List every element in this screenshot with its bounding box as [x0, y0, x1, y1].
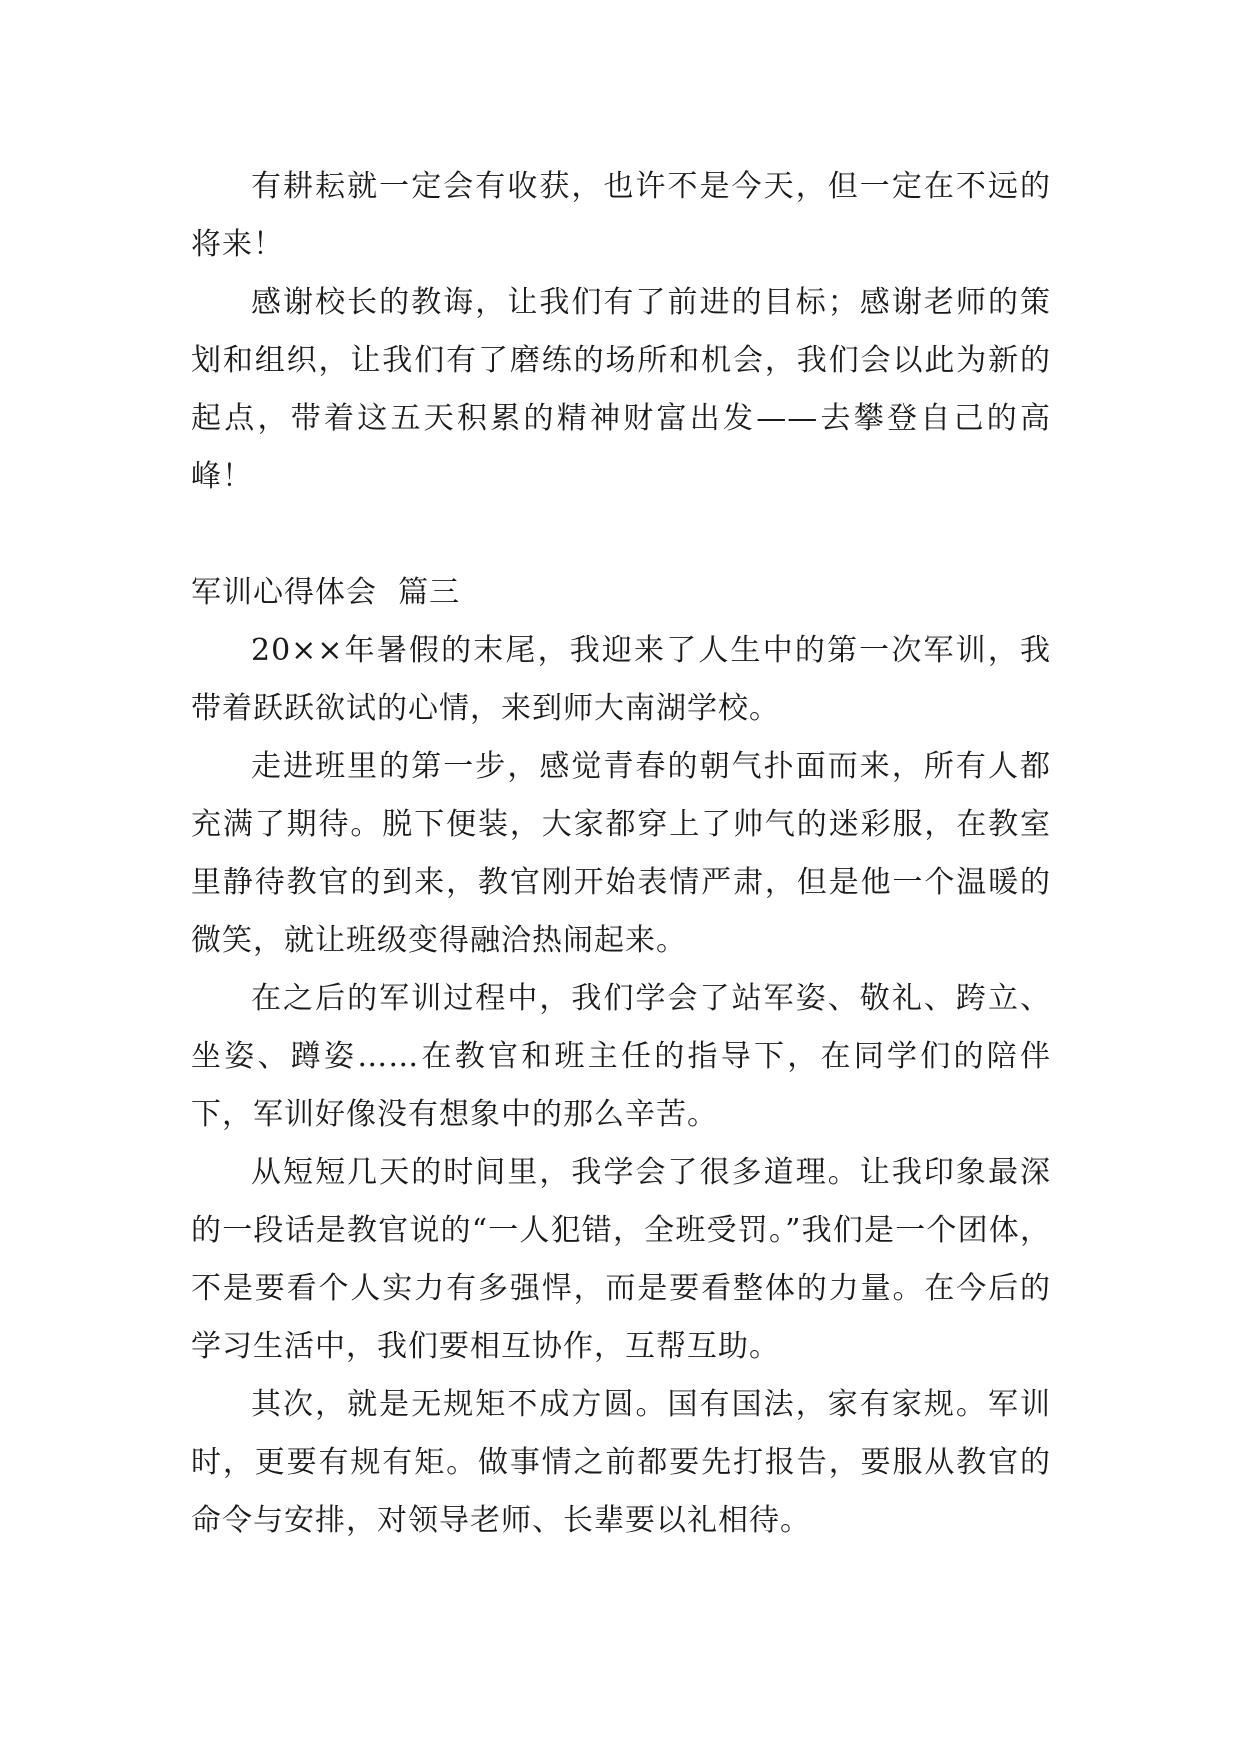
paragraph: 在之后的军训过程中，我们学会了站军姿、敬礼、跨立、坐姿、蹲姿……在教官和班主任的指导下，在同学们的陪伴下，军训好像没有想象中的那么辛苦。 [191, 981, 1051, 1132]
paragraph: 感谢校长的教诲，让我们有了前进的目标；感谢老师的策划和组织，让我们有了磨练的场所和机会，我们会以此为新的起点，带着这五天积累的精神财富出发——去攀登自己的高峰！ [191, 285, 1051, 494]
paragraph: 有耕耘就一定会有收获，也许不是今天，但一定在不远的将来！ [191, 169, 1051, 262]
paragraph: 走进班里的第一步，感觉青春的朝气扑面而来，所有人都充满了期待。脱下便装，大家都穿上了帅气的迷彩服，在教室里静待教官的到来，教官刚开始表情严肃，但是他一个温暖的微笑，就让班级变得融洽热闹起来。 [191, 749, 1051, 958]
document-body [191, 158, 1051, 1550]
paragraph: 20××年暑假的末尾，我迎来了人生中的第一次军训，我带着跃跃欲试的心情，来到师大南湖学校。 [191, 633, 1051, 726]
paragraph: 从短短几天的时间里，我学会了很多道理。让我印象最深的一段话是教官说的“一人犯错，全班受罚。”我们是一个团体，不是要看个人实力有多强悍，而是要看整体的力量。在今后的学习生活中，我们要相互协作，互帮互助。 [191, 1155, 1051, 1364]
paragraph: 其次，就是无规矩不成方圆。国有国法，家有家规。军训时，更要有规有矩。做事情之前都要先打报告，要服从教官的命令与安排，对领导老师、长辈要以礼相待。 [191, 1387, 1051, 1538]
section-heading: 军训心得体会 篇三 [191, 575, 461, 610]
